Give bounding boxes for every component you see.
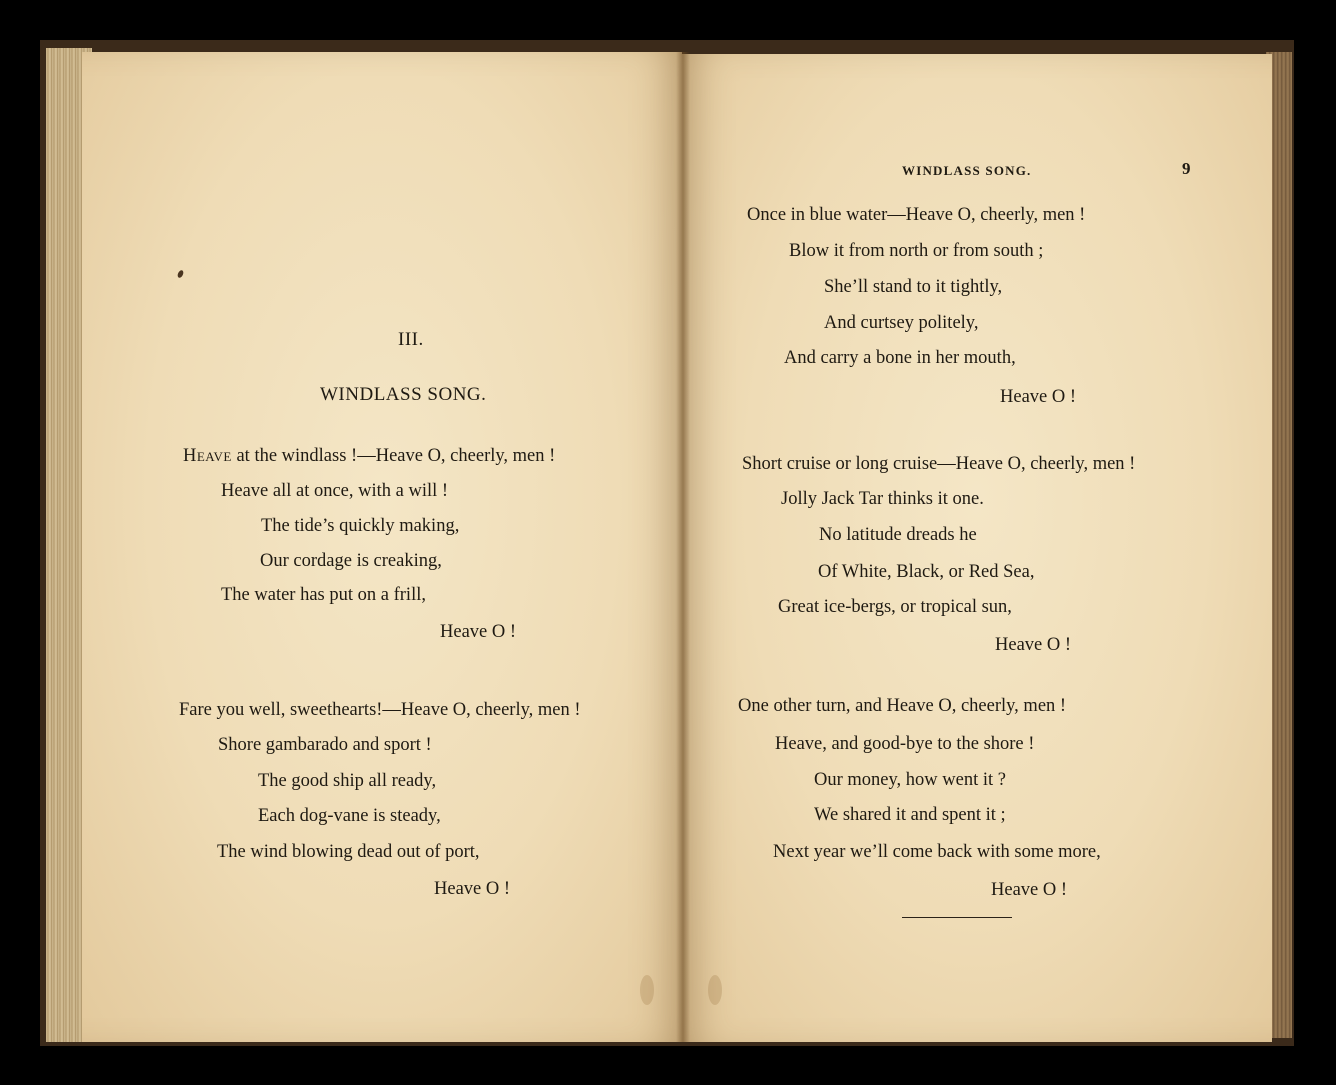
drop-word: Heave [183, 446, 232, 466]
right-page [682, 54, 1272, 1042]
poem-line: Next year we’ll come back with some more, [773, 842, 1101, 862]
poem-line: We shared it and spent it ; [814, 805, 1006, 825]
refrain: Heave O ! [995, 635, 1072, 655]
poem-line: Heave, and good-bye to the shore ! [775, 734, 1035, 754]
poem-line: Great ice-bergs, or tropical sun, [778, 597, 1012, 617]
poem-line: Each dog-vane is steady, [258, 806, 441, 826]
poem-title: WINDLASS SONG. [320, 384, 487, 405]
refrain: Heave O ! [991, 880, 1068, 900]
poem-line: And curtsey politely, [824, 313, 979, 333]
refrain: Heave O ! [1000, 387, 1077, 407]
poem-line: Of White, Black, or Red Sea, [818, 562, 1035, 582]
poem-line: She’ll stand to it tightly, [824, 277, 1003, 297]
poem-line: Heave all at once, with a will ! [221, 481, 449, 501]
poem-line: Jolly Jack Tar thinks it one. [781, 489, 984, 509]
section-number: III. [398, 329, 424, 350]
poem-line: Blow it from north or from south ; [789, 241, 1044, 261]
refrain: Heave O ! [440, 622, 517, 642]
left-page [82, 52, 682, 1042]
poem-line: Heave at the windlass !—Heave O, cheerly, men ! [183, 446, 556, 466]
foxing-stain [708, 975, 722, 1005]
poem-line: And carry a bone in her mouth, [784, 348, 1016, 368]
poem-line: The wind blowing dead out of port, [217, 842, 480, 862]
refrain: Heave O ! [434, 879, 511, 899]
poem-line: One other turn, and Heave O, cheerly, men ! [738, 696, 1067, 716]
running-head: WINDLASS SONG. [902, 163, 1032, 178]
poem-line: Our money, how went it ? [814, 770, 1006, 790]
poem-line: No latitude dreads he [819, 525, 977, 545]
poem-line: The water has put on a frill, [221, 585, 426, 605]
poem-line: Once in blue water—Heave O, cheerly, men ! [747, 205, 1086, 225]
poem-line: Our cordage is creaking, [260, 551, 442, 571]
book-gutter [676, 52, 690, 1042]
poem-line: Short cruise or long cruise—Heave O, cheerly, men ! [742, 454, 1136, 474]
poem-line: Fare you well, sweethearts!—Heave O, cheerly, men ! [179, 700, 581, 720]
closing-rule [902, 917, 1012, 918]
poem-line: The good ship all ready, [258, 771, 437, 791]
poem-line: The tide’s quickly making, [261, 516, 460, 536]
poem-line: Shore gambarado and sport ! [218, 735, 432, 755]
page-number: 9 [1182, 159, 1191, 178]
foxing-stain [640, 975, 654, 1005]
